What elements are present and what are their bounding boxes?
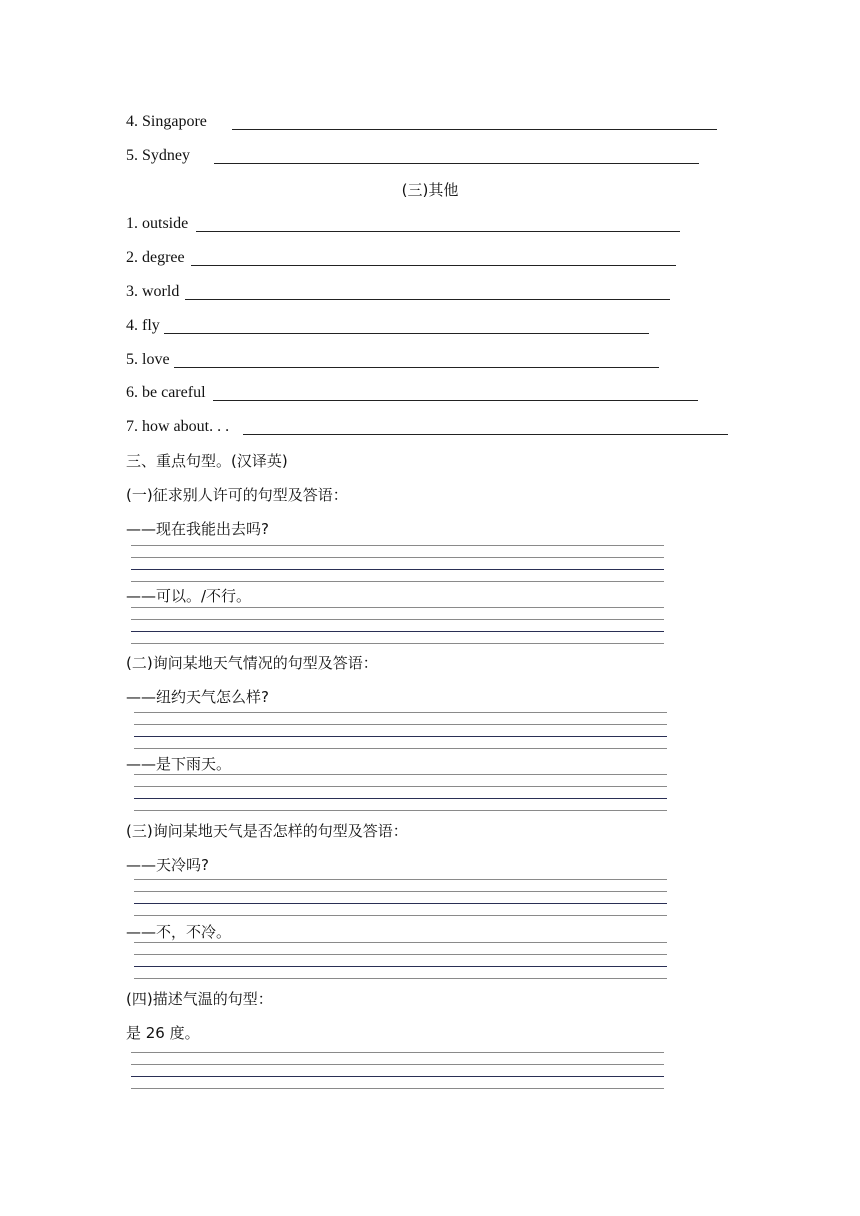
group2-prompt-question: ——纽约天气怎么样? <box>126 688 269 706</box>
group3-prompt-question: ——天冷吗? <box>126 856 209 874</box>
group2-heading: (二)询问某地天气情况的句型及答语： <box>126 654 378 672</box>
group3-heading: (三)询问某地天气是否怎样的句型及答语： <box>126 822 408 840</box>
answer-blank-degree[interactable] <box>191 265 676 266</box>
group1-heading: (一)征求别人许可的句型及答语： <box>126 486 348 504</box>
writing-lines[interactable] <box>131 545 664 589</box>
group1-prompt-answer: ——可以。/不行。 <box>126 587 252 605</box>
group1-prompt-question: ——现在我能出去吗? <box>126 520 269 538</box>
writing-lines[interactable] <box>134 942 667 986</box>
writing-lines[interactable] <box>131 1052 664 1096</box>
answer-blank-how-about[interactable] <box>243 434 728 435</box>
writing-lines[interactable] <box>134 774 667 818</box>
item-singapore-label: 4. Singapore <box>126 113 207 130</box>
section-other-heading: (三)其他 <box>401 181 459 199</box>
group3-prompt-answer: ——不，不冷。 <box>126 923 232 941</box>
answer-blank-outside[interactable] <box>196 231 680 232</box>
writing-lines[interactable] <box>134 712 667 756</box>
answer-blank-world[interactable] <box>185 299 670 300</box>
answer-blank-sydney[interactable] <box>214 163 699 164</box>
item-degree-label: 2. degree <box>126 249 185 266</box>
group4-heading: (四)描述气温的句型： <box>126 990 273 1008</box>
answer-blank-fly[interactable] <box>164 333 649 334</box>
item-be-careful-label: 6. be careful <box>126 384 206 401</box>
item-sydney-label: 5. Sydney <box>126 147 190 164</box>
item-love-label: 5. love <box>126 351 170 368</box>
writing-lines[interactable] <box>134 879 667 923</box>
answer-blank-singapore[interactable] <box>232 129 717 130</box>
item-how-about-label: 7. how about. . . <box>126 418 230 435</box>
item-outside-label: 1. outside <box>126 215 189 232</box>
part3-title: 三、重点句型。(汉译英) <box>126 452 288 470</box>
answer-blank-be-careful[interactable] <box>213 400 698 401</box>
group4-prompt: 是 26 度。 <box>126 1024 200 1042</box>
answer-blank-love[interactable] <box>174 367 659 368</box>
item-world-label: 3. world <box>126 283 180 300</box>
item-fly-label: 4. fly <box>126 317 160 334</box>
writing-lines[interactable] <box>131 607 664 651</box>
group2-prompt-answer: ——是下雨天。 <box>126 755 232 773</box>
